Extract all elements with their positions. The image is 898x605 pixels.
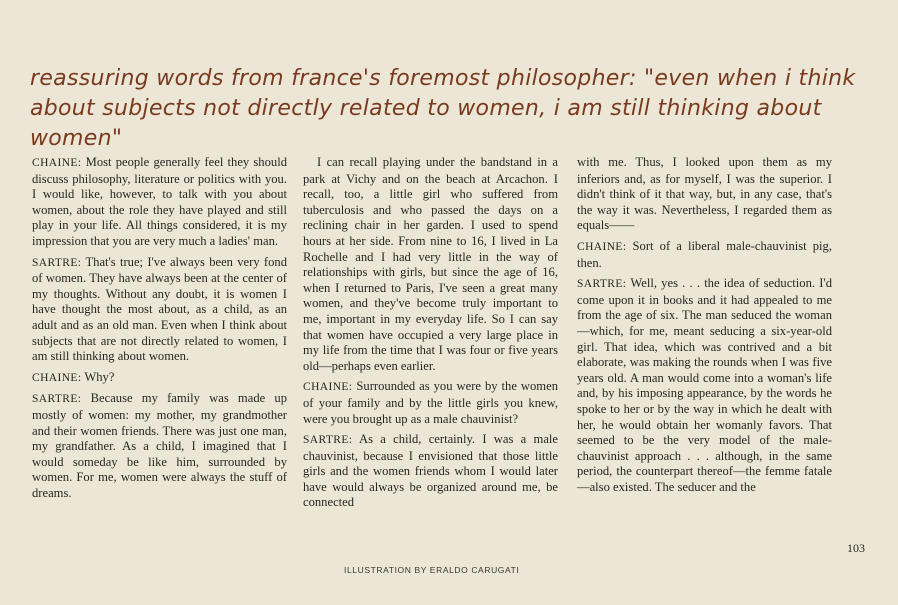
paragraph-text: Sort of a liberal male-chauvinist pig, then.	[577, 238, 832, 270]
speaker-label: CHAINE:	[32, 157, 82, 169]
speaker-label: SARTRE:	[303, 434, 353, 447]
headline: reassuring words from france's foremost philosopher: "even when i think about subjects not directly related to women, i am still thinking about women"	[30, 66, 856, 151]
paragraph	[577, 276, 832, 495]
illustration-credit: ILLUSTRATION BY ERALDO CARUGATI	[344, 565, 520, 575]
speaker-label: CHAINE:	[577, 240, 627, 253]
paragraph	[577, 155, 832, 234]
speaker-label: SARTRE:	[32, 393, 82, 406]
paragraph-text: Why?	[81, 369, 115, 384]
paragraph	[303, 432, 558, 511]
paragraph-text: Most people generally feel they should discuss philosophy, literature or politics with you. I would like, however, to talk with you about women, about the role they have played and still play in your life. All things considered, it is my impression that you are very much a ladies' man.	[32, 155, 287, 248]
paragraph	[32, 155, 287, 250]
paragraph-text: Surrounded as you were by the women of your family and by the little girls you knew, were you brought up as a male chauvinist?	[303, 379, 558, 426]
column-2	[303, 155, 558, 516]
paragraph	[32, 391, 287, 501]
speaker-label: CHAINE:	[32, 371, 82, 384]
paragraph-text: That's true; I've always been very fond of women. They have always been at the center of my thoughts. Without any doubt, it is women I have thought the most about, as a child, as an adult and as an old man. Even when I think about subjects that are not directly related to women, I am still thinking about women.	[32, 254, 287, 364]
paragraph	[32, 255, 287, 365]
paragraph	[32, 370, 287, 387]
column-1	[32, 155, 287, 506]
page-number: 103	[847, 541, 865, 555]
paragraph-text: I can recall playing under the bandstand in a park at Vichy and on the beach at Arcachon. I recall, too, a little girl who suffered from tuberculosis and who passed the days on a reclining chair in her garden. I used to spend hours at her side. From nine to 16, I lived in La Rochelle and I had very little in the way of relationships with girls, but since the age of 16, when I returned to Paris, I've seen a great many women, and they've become truly important to me, important in my everyday life. So I can say that women have occupied a very large place in my life from the time that I was four or five years old—perhaps even earlier.	[303, 155, 558, 373]
speaker-label: SARTRE:	[577, 278, 627, 291]
speaker-label: CHAINE:	[303, 381, 353, 394]
paragraph	[303, 379, 558, 427]
paragraph	[303, 155, 558, 374]
speaker-label: SARTRE:	[32, 256, 82, 269]
paragraph-text: As a child, certainly. I was a male chauvinist, because I envisioned that those little girls and the women friends whom I would later have would always be organized around me, be connected	[303, 432, 558, 510]
paragraph	[577, 239, 832, 271]
paragraph-text: with me. Thus, I looked upon them as my inferiors and, as for myself, I was the superior. I didn't think of it that way, but, in any case, that's the way it was. Nevertheless, I regarded them as equals——	[577, 155, 832, 233]
paragraph-text: Because my family was made up mostly of women: my mother, my grandmother and their women friends. There was just one man, my grandfather. As a child, I imagined that I would someday be like him, surrounded by women. For me, women were always the stuff of dreams.	[32, 391, 287, 500]
column-3	[577, 155, 832, 500]
paragraph-text: Well, yes . . . the idea of seduction. I'd come upon it in books and it had appealed to me from the age of six. The man seduced the woman—which, for me, meant seducing a six-year-old girl. That idea, which was contrived and a bit elaborate, was making the rounds when I was five years old. A man would come into a woman's life and, by his imposing appearance, by the words he spoke to her or by the way in which he dealt with her, he would obtain her womanly favors. That seemed to be the very model of the male-chauvinist approach . . . although, in the same period, the counterpart thereof—the femme fatale—also existed. The seducer and the	[577, 276, 832, 494]
